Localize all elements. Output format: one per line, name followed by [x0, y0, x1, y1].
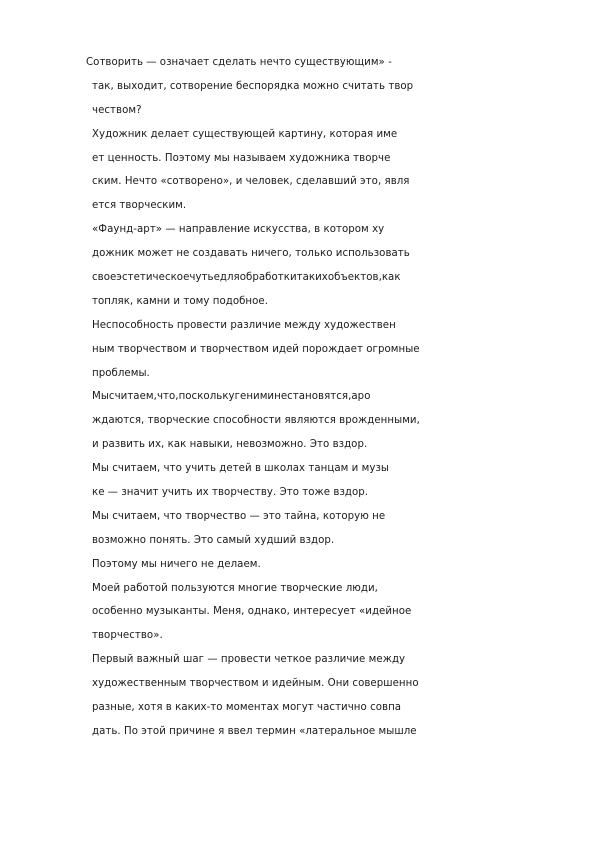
text-line: ется творческим.: [92, 200, 187, 212]
text-line: дожник может не создавать ничего, только использовать: [92, 248, 410, 260]
text-line: ским. Нечто «сотворено», и человек, сделавший это, явля: [92, 176, 410, 188]
text-line: Поэтому мы ничего не делаем.: [92, 558, 261, 570]
text-line: так, выходит, сотворение беспорядка можно считать твор: [92, 80, 414, 92]
text-line: своеэстетическоечутьедляобработкитакихобъектов,как: [92, 272, 401, 284]
text-line: проблемы.: [92, 367, 150, 379]
text-line: Мы считаем, что творчество — это тайна, которую не: [92, 510, 386, 522]
text-line: «Фаунд-арт» — направление искусства, в котором ху: [92, 224, 385, 236]
text-line: особенно музыканты. Меня, однако, интересует «идейное: [92, 606, 412, 618]
text-line: возможно понять. Это самый худший вздор.: [92, 534, 335, 546]
text-line: Неспособность провести различие между художествен: [92, 319, 396, 331]
text-line: и развить их, как навыки, невозможно. Это вздор.: [92, 439, 368, 451]
text-line: разные, хотя в каких-то моментах могут частично совпа: [92, 702, 402, 714]
text-line: топляк, камни и тому подобное.: [92, 295, 269, 307]
document-text: [0, 51, 595, 744]
text-line: Моей работой пользуются многие творческие люди,: [92, 582, 378, 594]
text-line: Сотворить — означает сделать нечто существующим» -: [86, 57, 392, 68]
text-line: Художник делает существующей картину, которая име: [92, 128, 398, 140]
text-line: Мысчитаем,что,посколькугениминестановятся,аро: [92, 391, 371, 403]
text-line: чеством?: [92, 104, 142, 116]
text-line: творчество».: [92, 630, 163, 642]
text-line: художественным творчеством и идейным. Они совершенно: [92, 678, 419, 690]
text-line: ждаются, творческие способности являются врожденными,: [92, 415, 420, 427]
text-line: Мы считаем, что учить детей в школах танцам и музы: [92, 463, 390, 475]
text-line: ет ценность. Поэтому мы называем художника творче: [92, 152, 391, 164]
text-line: дать. По этой причине я ввел термин «латеральное мышле: [92, 725, 417, 737]
text-line: ным творчеством и творчеством идей порождает огромные: [92, 343, 420, 355]
text-line: ке — значит учить их творчеству. Это тоже вздор.: [92, 487, 369, 499]
text-line: Первый важный шаг — провести четкое различие между: [92, 654, 406, 666]
